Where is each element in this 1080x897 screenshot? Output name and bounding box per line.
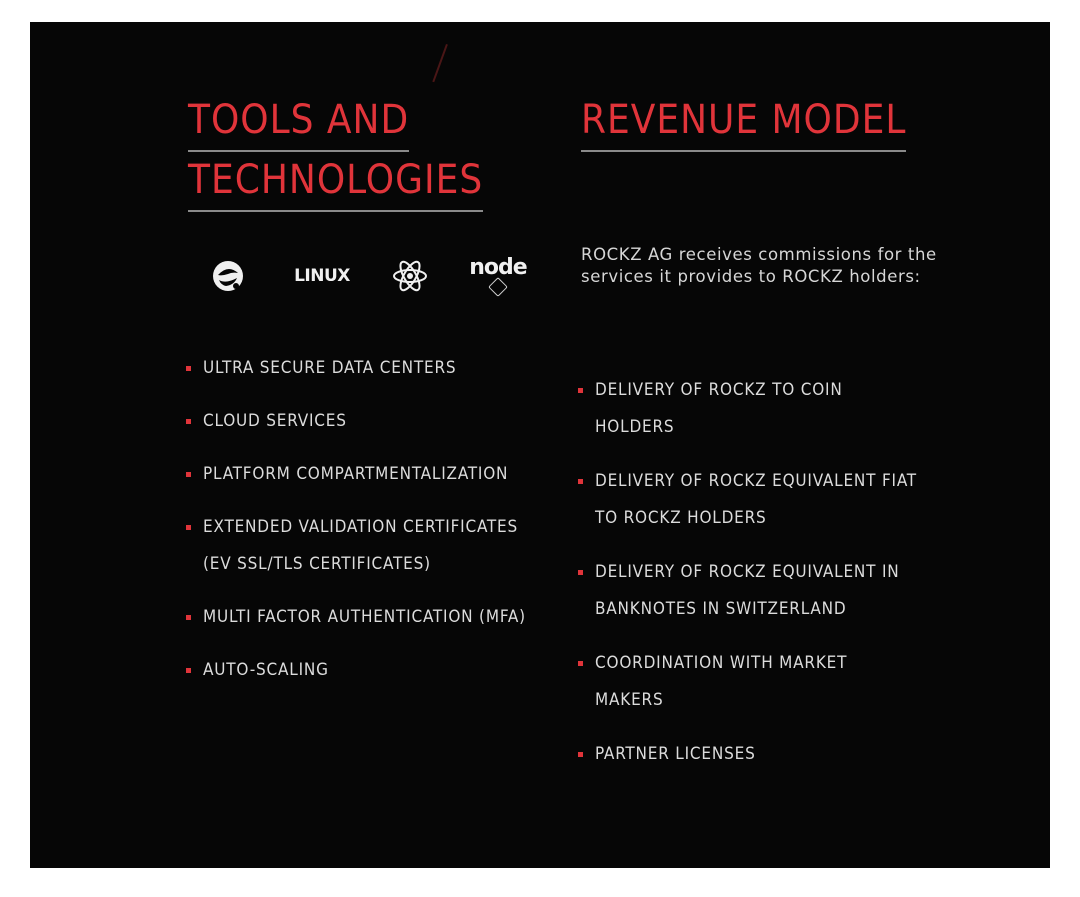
list-item: PARTNER LICENSES bbox=[578, 736, 918, 773]
list-item: DELIVERY OF ROCKZ EQUIVALENT IN BANKNOTES IN SWITZERLAND bbox=[578, 554, 918, 628]
list-item: ULTRA SECURE DATA CENTERS bbox=[186, 350, 526, 387]
slide bbox=[30, 22, 1050, 868]
tools-heading-line-2: TECHNOLOGIES bbox=[188, 152, 483, 212]
list-item: AUTO-SCALING bbox=[186, 652, 526, 689]
revenue-list bbox=[578, 372, 918, 790]
linux-logo: LINUX bbox=[294, 266, 350, 286]
decorative-slash bbox=[432, 44, 448, 82]
tools-list bbox=[186, 350, 526, 705]
redhat-icon bbox=[206, 252, 250, 300]
react-icon bbox=[388, 252, 432, 300]
list-item: CLOUD SERVICES bbox=[186, 403, 526, 440]
tools-heading bbox=[188, 92, 483, 212]
nodejs-hexagon-icon bbox=[488, 277, 508, 297]
revenue-heading-line: REVENUE MODEL bbox=[581, 92, 906, 152]
revenue-intro: ROCKZ AG receives commissions for the services it provides to ROCKZ holders: bbox=[581, 245, 937, 286]
list-item: DELIVERY OF ROCKZ EQUIVALENT FIAT TO ROCKZ HOLDERS bbox=[578, 463, 918, 537]
nodejs-logo bbox=[468, 252, 528, 300]
list-item: EXTENDED VALIDATION CERTIFICATES (EV SSL/TLS CERTIFICATES) bbox=[186, 509, 526, 583]
tools-heading-line-1: TOOLS AND bbox=[188, 92, 409, 152]
list-item: COORDINATION WITH MARKET MAKERS bbox=[578, 645, 918, 719]
list-item: MULTI FACTOR AUTHENTICATION (MFA) bbox=[186, 599, 526, 636]
technology-logos bbox=[206, 252, 536, 300]
list-item: PLATFORM COMPARTMENTALIZATION bbox=[186, 456, 526, 493]
list-item: DELIVERY OF ROCKZ TO COIN HOLDERS bbox=[578, 372, 918, 446]
nodejs-label: node bbox=[469, 255, 527, 280]
revenue-heading bbox=[581, 92, 906, 152]
